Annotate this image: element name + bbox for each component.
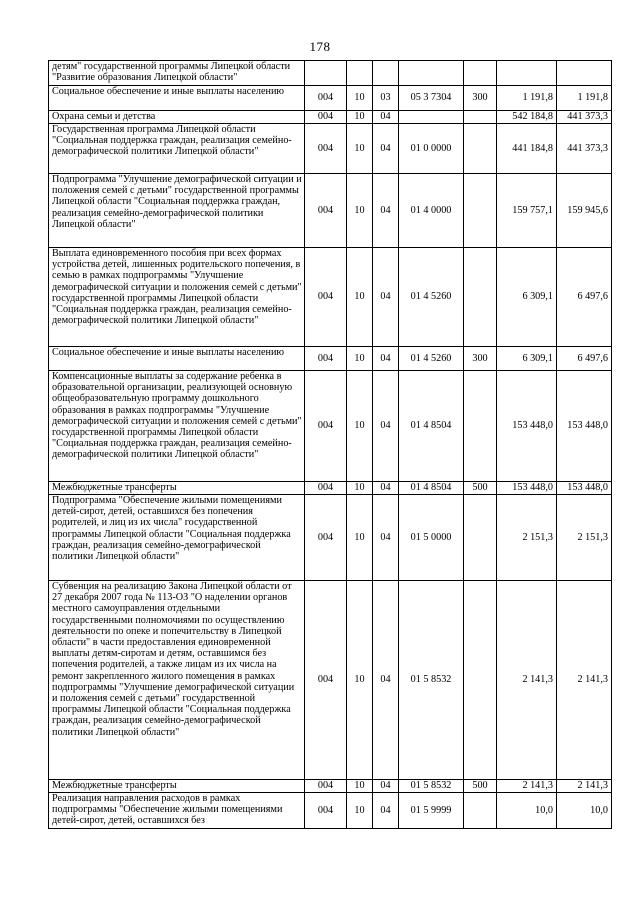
subsection-code-cell: 04 <box>373 793 399 829</box>
section-code-cell: 10 <box>347 111 373 124</box>
expense-type-cell <box>464 495 497 581</box>
expense-type-cell <box>464 174 497 248</box>
target-article-cell <box>399 61 464 86</box>
row-name-cell: Охрана семьи и детства <box>49 111 305 124</box>
table-row <box>49 347 612 371</box>
amount-year1-cell: 441 184,8 <box>497 124 557 174</box>
budget-table-body <box>49 61 612 829</box>
subsection-code-cell: 04 <box>373 482 399 495</box>
amount-year2-cell: 6 497,6 <box>557 248 612 347</box>
amount-year2-cell: 2 141,3 <box>557 581 612 780</box>
expense-type-cell: 300 <box>464 86 497 111</box>
table-row <box>49 482 612 495</box>
section-code-cell: 10 <box>347 780 373 793</box>
table-row <box>49 371 612 482</box>
amount-year2-cell: 441 373,3 <box>557 111 612 124</box>
subsection-code-cell: 04 <box>373 248 399 347</box>
row-name-cell: Подпрограмма "Улучшение демографической ситуации и положения семей с детьми" государственной программы Липецкой области "Социальная поддержка граждан, реализация семейно-демографической политики Липецкой области" <box>49 174 305 248</box>
ministry-code-cell: 004 <box>305 793 347 829</box>
ministry-code-cell: 004 <box>305 780 347 793</box>
expense-type-cell: 500 <box>464 780 497 793</box>
expense-type-cell <box>464 111 497 124</box>
amount-year1-cell: 6 309,1 <box>497 248 557 347</box>
target-article-cell: 05 3 7304 <box>399 86 464 111</box>
amount-year1-cell: 542 184,8 <box>497 111 557 124</box>
page-number: 178 <box>309 39 331 54</box>
subsection-code-cell: 04 <box>373 371 399 482</box>
amount-year2-cell: 10,0 <box>557 793 612 829</box>
amount-year2-cell: 441 373,3 <box>557 124 612 174</box>
budget-table <box>48 60 612 829</box>
amount-year1-cell: 2 141,3 <box>497 780 557 793</box>
section-code-cell: 10 <box>347 581 373 780</box>
amount-year2-cell: 2 151,3 <box>557 495 612 581</box>
target-article-cell: 01 5 8532 <box>399 780 464 793</box>
ministry-code-cell: 004 <box>305 347 347 371</box>
expense-type-cell <box>464 124 497 174</box>
target-article-cell: 01 5 8532 <box>399 581 464 780</box>
table-row <box>49 780 612 793</box>
amount-year1-cell: 159 757,1 <box>497 174 557 248</box>
target-article-cell: 01 4 5260 <box>399 248 464 347</box>
ministry-code-cell: 004 <box>305 371 347 482</box>
ministry-code-cell <box>305 61 347 86</box>
table-row <box>49 86 612 111</box>
amount-year1-cell: 153 448,0 <box>497 482 557 495</box>
section-code-cell: 10 <box>347 248 373 347</box>
section-code-cell: 10 <box>347 86 373 111</box>
target-article-cell: 01 4 5260 <box>399 347 464 371</box>
amount-year1-cell: 6 309,1 <box>497 347 557 371</box>
target-article-cell: 01 4 0000 <box>399 174 464 248</box>
expense-type-cell <box>464 248 497 347</box>
expense-type-cell: 300 <box>464 347 497 371</box>
subsection-code-cell: 04 <box>373 174 399 248</box>
subsection-code-cell: 04 <box>373 495 399 581</box>
ministry-code-cell: 004 <box>305 248 347 347</box>
section-code-cell <box>347 61 373 86</box>
subsection-code-cell: 04 <box>373 581 399 780</box>
amount-year2-cell: 6 497,6 <box>557 347 612 371</box>
row-name-cell: Субвенция на реализацию Закона Липецкой области от 27 декабря 2007 года № 113-ОЗ "О наделении органов местного самоуправления отдельными государственными полномочиями по осуществлению деятельности по опеке и попечительству в Липецкой области" в части предоставления единовременной выплаты детям-сиротам и детям, оставшимся без попечения родителей, а также лицам из их числа на ремонт закрепленного жилого помещения в рамках подпрограммы "Улучшение демографической ситуации и положения семей с детьми" государственной программы Липецкой области "Социальная поддержка граждан, реализация семейно-демографической политики Липецкой области" <box>49 581 305 780</box>
ministry-code-cell: 004 <box>305 581 347 780</box>
subsection-code-cell <box>373 61 399 86</box>
subsection-code-cell: 04 <box>373 111 399 124</box>
subsection-code-cell: 04 <box>373 780 399 793</box>
section-code-cell: 10 <box>347 124 373 174</box>
ministry-code-cell: 004 <box>305 482 347 495</box>
expense-type-cell <box>464 581 497 780</box>
row-name-cell: Социальное обеспечение и иные выплаты населению <box>49 86 305 111</box>
ministry-code-cell: 004 <box>305 124 347 174</box>
amount-year2-cell: 159 945,6 <box>557 174 612 248</box>
section-code-cell: 10 <box>347 174 373 248</box>
expense-type-cell <box>464 61 497 86</box>
expense-type-cell: 500 <box>464 482 497 495</box>
amount-year1-cell: 1 191,8 <box>497 86 557 111</box>
target-article-cell <box>399 111 464 124</box>
table-row <box>49 495 612 581</box>
row-name-cell: Государственная программа Липецкой области "Социальная поддержка граждан, реализация семейно-демографической политики Липецкой области" <box>49 124 305 174</box>
ministry-code-cell: 004 <box>305 86 347 111</box>
subsection-code-cell: 03 <box>373 86 399 111</box>
ministry-code-cell: 004 <box>305 174 347 248</box>
amount-year2-cell: 1 191,8 <box>557 86 612 111</box>
table-row <box>49 61 612 86</box>
row-name-cell: Компенсационные выплаты за содержание ребенка в образовательной организации, реализующей основную общеобразовательную программу дошкольного образования в рамках подпрограммы "Улучшение демографической ситуации и положения семей с детьми" государственной программы Липецкой области "Социальная поддержка граждан, реализация семейно-демографической политики Липецкой области" <box>49 371 305 482</box>
table-row <box>49 124 612 174</box>
amount-year2-cell: 2 141,3 <box>557 780 612 793</box>
row-name-cell: Социальное обеспечение и иные выплаты населению <box>49 347 305 371</box>
expense-type-cell <box>464 793 497 829</box>
section-code-cell: 10 <box>347 495 373 581</box>
amount-year1-cell: 153 448,0 <box>497 371 557 482</box>
expense-type-cell <box>464 371 497 482</box>
row-name-cell: Подпрограмма "Обеспечение жилыми помещениями детей-сирот, детей, оставшихся без попечения родителей, и лиц из их числа" государственной программы Липецкой области "Социальная поддержка граждан, реализация семейно-демографической политики Липецкой области" <box>49 495 305 581</box>
target-article-cell: 01 0 0000 <box>399 124 464 174</box>
table-row <box>49 248 612 347</box>
table-row <box>49 581 612 780</box>
section-code-cell: 10 <box>347 482 373 495</box>
row-name-cell: Выплата единовременного пособия при всех формах устройства детей, лишенных родительского попечения, в семью в рамках подпрограммы "Улучшение демографической ситуации и положения семей с детьми" государственной программы Липецкой области "Социальная поддержка граждан, реализация семейно-демографической политики Липецкой области" <box>49 248 305 347</box>
subsection-code-cell: 04 <box>373 124 399 174</box>
table-row <box>49 111 612 124</box>
row-name-cell: Межбюджетные трансферты <box>49 482 305 495</box>
target-article-cell: 01 5 9999 <box>399 793 464 829</box>
table-row <box>49 174 612 248</box>
amount-year2-cell <box>557 61 612 86</box>
subsection-code-cell: 04 <box>373 347 399 371</box>
amount-year1-cell: 10,0 <box>497 793 557 829</box>
section-code-cell: 10 <box>347 793 373 829</box>
amount-year1-cell <box>497 61 557 86</box>
ministry-code-cell: 004 <box>305 111 347 124</box>
amount-year2-cell: 153 448,0 <box>557 371 612 482</box>
section-code-cell: 10 <box>347 347 373 371</box>
ministry-code-cell: 004 <box>305 495 347 581</box>
row-name-cell: Межбюджетные трансферты <box>49 780 305 793</box>
target-article-cell: 01 4 8504 <box>399 371 464 482</box>
section-code-cell: 10 <box>347 371 373 482</box>
amount-year2-cell: 153 448,0 <box>557 482 612 495</box>
row-name-cell: Реализация направления расходов в рамках подпрограммы "Обеспечение жилыми помещениями детей-сирот, детей, оставшихся без <box>49 793 305 829</box>
amount-year1-cell: 2 151,3 <box>497 495 557 581</box>
target-article-cell: 01 4 8504 <box>399 482 464 495</box>
table-row <box>49 793 612 829</box>
amount-year1-cell: 2 141,3 <box>497 581 557 780</box>
target-article-cell: 01 5 0000 <box>399 495 464 581</box>
row-name-cell: детям" государственной программы Липецкой области "Развитие образования Липецкой области" <box>49 61 305 86</box>
